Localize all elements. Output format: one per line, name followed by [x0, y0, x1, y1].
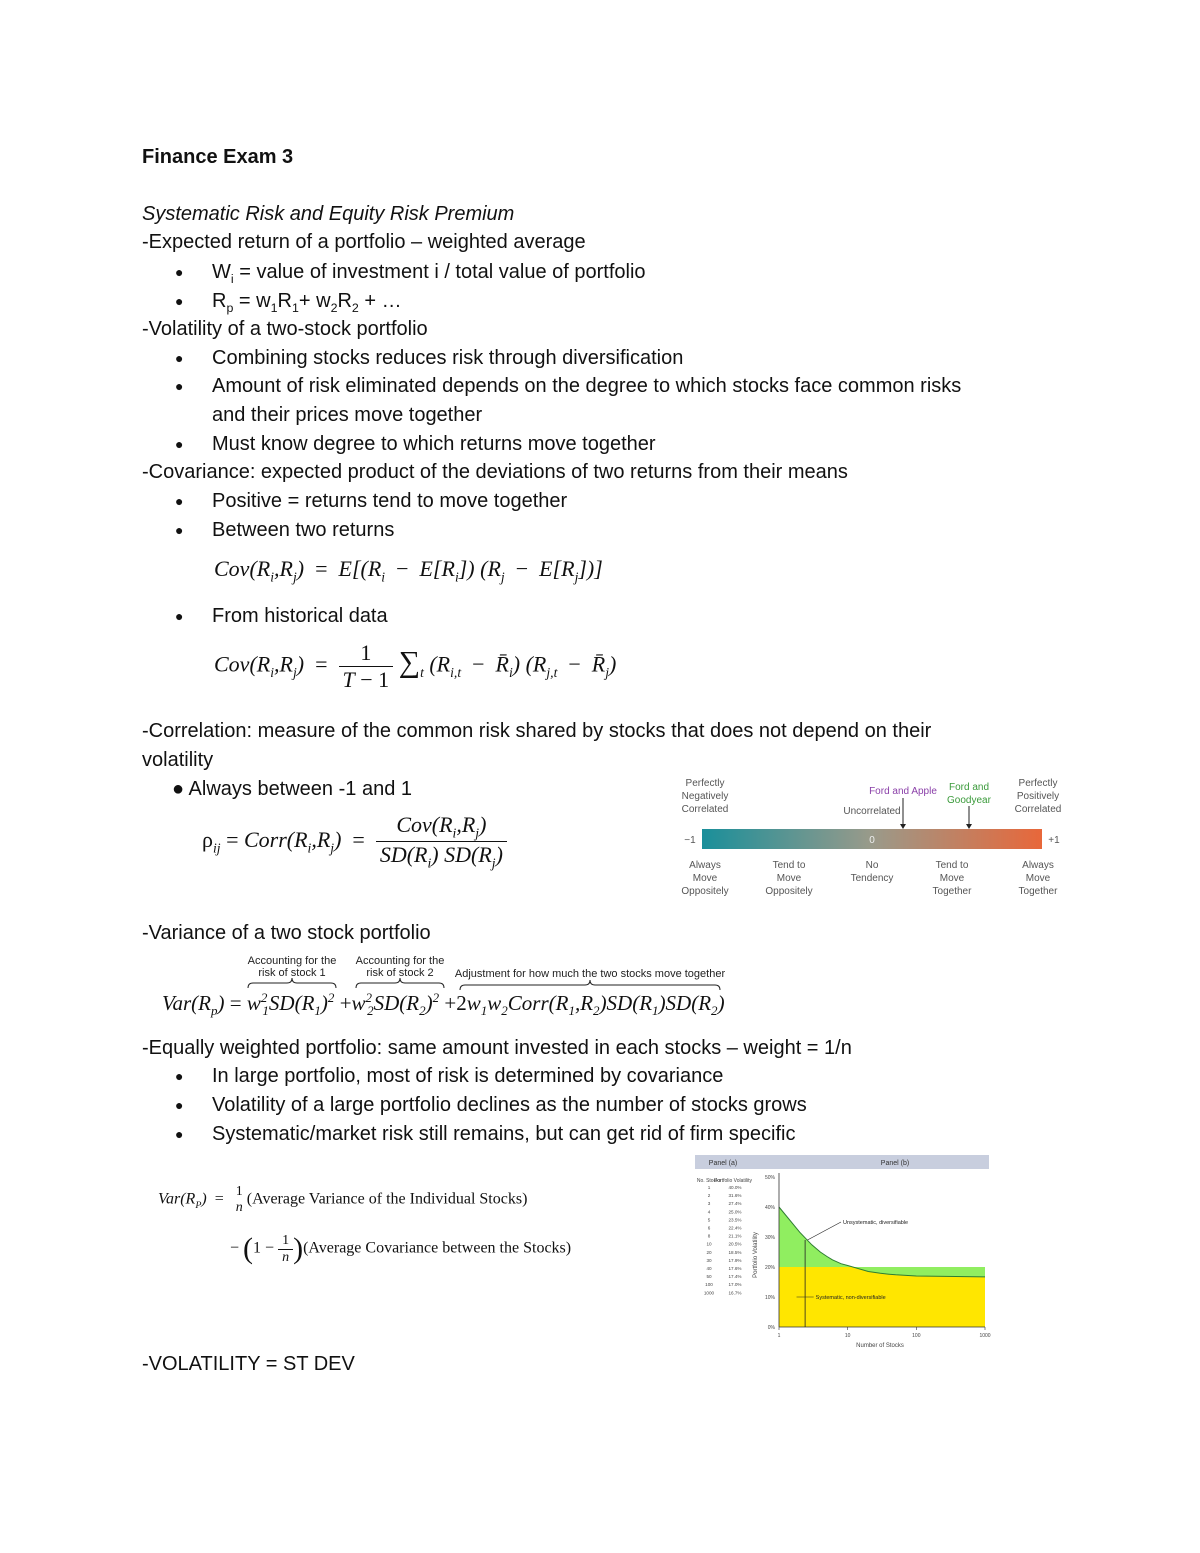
bullet-between: ● Between two returns: [212, 517, 394, 543]
x-tick-label: 100: [912, 1333, 921, 1339]
equal-weight-covariance-term: − (1 − $\frac{1}{n}$ )(Average Covariance between the Stocks): [230, 1232, 572, 1265]
table-cell-stocks: 1000: [703, 1290, 715, 1296]
bullet-amount-cont: and their prices move together: [212, 404, 483, 426]
line-equally-weighted: -Equally weighted portfolio: same amount invested in each stocks – weight = 1/n: [142, 1037, 852, 1059]
label-tend-oppositely: Tend to Move Oppositely: [765, 860, 813, 897]
table-cell-volatility: 17.6%: [728, 1266, 742, 1271]
unsystematic-label: Unsystematic, diversifiable: [843, 1220, 909, 1226]
unsystematic-pointer: [807, 1222, 841, 1240]
table-cell-stocks: 40: [706, 1266, 712, 1271]
bullet-weight: ● $W_i$ = value of investment i / total value of portfolio: [212, 259, 646, 292]
table-cell-stocks: 50: [706, 1274, 712, 1280]
line-covariance: -Covariance: expected product of the deviations of two returns from their means: [142, 461, 848, 483]
table-cell-volatility: 20.5%: [728, 1241, 742, 1247]
label-ford-goodyear: Ford and Goodyear: [947, 782, 991, 806]
table-cell-volatility: 21.1%: [728, 1233, 742, 1239]
correlation-formula: $\rho_{ij}$ = $Corr(R_i,R_j)$ = $\frac{Cov(R_i,R_j)}{SD(R_i) SD(R_j)}$: [202, 812, 507, 872]
line-expected-return: -Expected return of a portfolio – weighted average: [142, 231, 586, 253]
y-axis-title: Portfolio Volatility: [753, 1232, 759, 1278]
x-tick-label: 1: [777, 1333, 781, 1339]
table-cell-volatility: 27.4%: [728, 1201, 742, 1207]
table-cell-stocks: 8: [707, 1233, 711, 1239]
systematic-label: Systematic, non-diversifiable: [815, 1295, 886, 1301]
label-always-oppositely: Always Move Oppositely: [681, 860, 729, 897]
panel-header-bar: [695, 1155, 989, 1169]
x-axis-title: Number of Stocks: [856, 1343, 904, 1349]
line-variance: -Variance of a two stock portfolio: [142, 922, 431, 944]
svg-text:−1: −1: [684, 835, 696, 846]
line-correlation-cont: volatility: [142, 749, 214, 771]
table-cell-volatility: 31.6%: [728, 1193, 742, 1199]
bullet-always-between: ● Always between -1 and 1: [172, 778, 412, 800]
bullet-amount: ● Amount of risk eliminated depends on the degree to which stocks face common risks: [212, 373, 961, 399]
table-cell-stocks: 30: [706, 1257, 712, 1263]
x-tick-label: 1000: [979, 1333, 991, 1339]
panel-a-label: Panel (a): [708, 1160, 738, 1167]
svg-text:Accounting for therisk of stoc: Accounting for the risk of stock 1: [247, 955, 337, 979]
svg-text:Accounting for therisk of stoc: Accounting for the risk of stock 2: [355, 955, 445, 979]
bullet-positive: ● Positive = returns tend to move together: [212, 488, 567, 514]
label-uncorrelated: Uncorrelated: [843, 806, 901, 817]
table-cell-stocks: 2: [707, 1193, 711, 1199]
bullet-must-know: ● Must know degree to which returns move together: [212, 431, 656, 457]
table-cell-volatility: 17.4%: [728, 1274, 742, 1280]
two-stock-variance-formula: $Var(R_p) = w^2_1SD(R_1)^2 +w^2_2SD(R_2)^2$ $+2w_1w_2Corr(R_1,R_2)SD(R_1)SD(R_2)$: [162, 990, 725, 1019]
unsystematic-risk-area: [779, 1207, 985, 1277]
label-no-tendency: No Tendency: [850, 860, 894, 884]
table-cell-volatility: 17.0%: [728, 1282, 742, 1288]
label-ford-apple: Ford and Apple: [869, 786, 937, 797]
diversification-chart: [695, 1155, 991, 1349]
y-tick-label: 0%: [767, 1325, 775, 1331]
bullet-large-portfolio: ● In large portfolio, most of risk is determined by covariance: [212, 1063, 723, 1089]
y-tick-label: 20%: [764, 1265, 775, 1271]
bullet-declines: ● Volatility of a large portfolio declines as the number of stocks grows: [212, 1092, 807, 1118]
table-cell-stocks: 10: [706, 1241, 712, 1247]
table-cell-stocks: 4: [707, 1209, 711, 1215]
table-cell-volatility: 25.0%: [728, 1209, 742, 1215]
table-header-volatility: Portfolio Volatility: [713, 1178, 753, 1184]
label-perfectly-positive: Perfectly Positively Correlated: [1014, 778, 1062, 815]
page-title: Finance Exam 3: [142, 146, 294, 168]
y-tick-label: 30%: [764, 1235, 775, 1241]
y-tick-label: 40%: [764, 1205, 775, 1211]
svg-text:0: 0: [869, 835, 875, 846]
label-always-together: Always Move Together: [1018, 860, 1058, 897]
table-cell-stocks: 20: [706, 1249, 712, 1255]
panel-b-label: Panel (b): [880, 1160, 910, 1167]
section-heading: Systematic Risk and Equity Risk Premium: [142, 203, 515, 225]
table-cell-volatility: 18.5%: [728, 1249, 742, 1255]
table-cell-volatility: 16.7%: [728, 1290, 742, 1296]
table-cell-volatility: 22.4%: [728, 1225, 742, 1231]
y-tick-label: 50%: [764, 1175, 775, 1181]
variance-brace-labels: [160, 952, 740, 992]
bullet-systematic: ● Systematic/market risk still remains, but can get rid of firm specific: [212, 1121, 796, 1147]
table-cell-stocks: 1: [707, 1185, 711, 1190]
bullet-historical: ● From historical data: [212, 603, 388, 629]
svg-text:Adjustment for how much the tw: Adjustment for how much the two stocks move together: [454, 968, 726, 980]
historical-covariance-formula: $Cov(R_i,R_j)$ = $\frac{1}{T - 1}$ $\sum_t$ ($R_{i,t}$ − $R̄_i$) ($R_{j,t}$ − $R̄_j$): [214, 640, 617, 692]
line-volatility-stdev: -VOLATILITY = ST DEV: [142, 1353, 355, 1375]
table-cell-stocks: 5: [707, 1217, 711, 1223]
label-perfectly-negative: Perfectly Negatively Correlated: [681, 778, 729, 815]
label-tend-together: Tend to Move Together: [932, 860, 972, 897]
correlation-scale-figure: [672, 774, 1072, 902]
table-header-no-stocks: No. Stocks: [696, 1178, 722, 1184]
bullet-portfolio-return: ● $R_p = w_1R_1+ w_2R_2$ + …: [212, 288, 402, 321]
equal-weight-variance-formula: $Var(R_P)$ = 1 n (Average Variance of the Individual Stocks): [158, 1184, 528, 1215]
bullet-combining: ● Combining stocks reduces risk through diversification: [212, 345, 683, 371]
x-tick-label: 10: [844, 1333, 851, 1339]
table-cell-volatility: 17.9%: [728, 1257, 742, 1263]
table-cell-stocks: 6: [707, 1225, 711, 1231]
table-cell-stocks: 100: [705, 1282, 713, 1288]
table-cell-volatility: 40.0%: [728, 1185, 742, 1190]
covariance-formula: $Cov(R_i,R_j) = E[(R_i - E[R_i]) (R_j - E[R_j])]$: [214, 556, 603, 585]
line-correlation: -Correlation: measure of the common risk shared by stocks that does not depend on their: [142, 720, 932, 742]
svg-text:+1: +1: [1048, 835, 1060, 846]
table-cell-volatility: 23.5%: [728, 1217, 742, 1223]
line-volatility: -Volatility of a two-stock portfolio: [142, 318, 428, 340]
y-tick-label: 10%: [764, 1295, 775, 1301]
table-cell-stocks: 3: [707, 1201, 711, 1207]
